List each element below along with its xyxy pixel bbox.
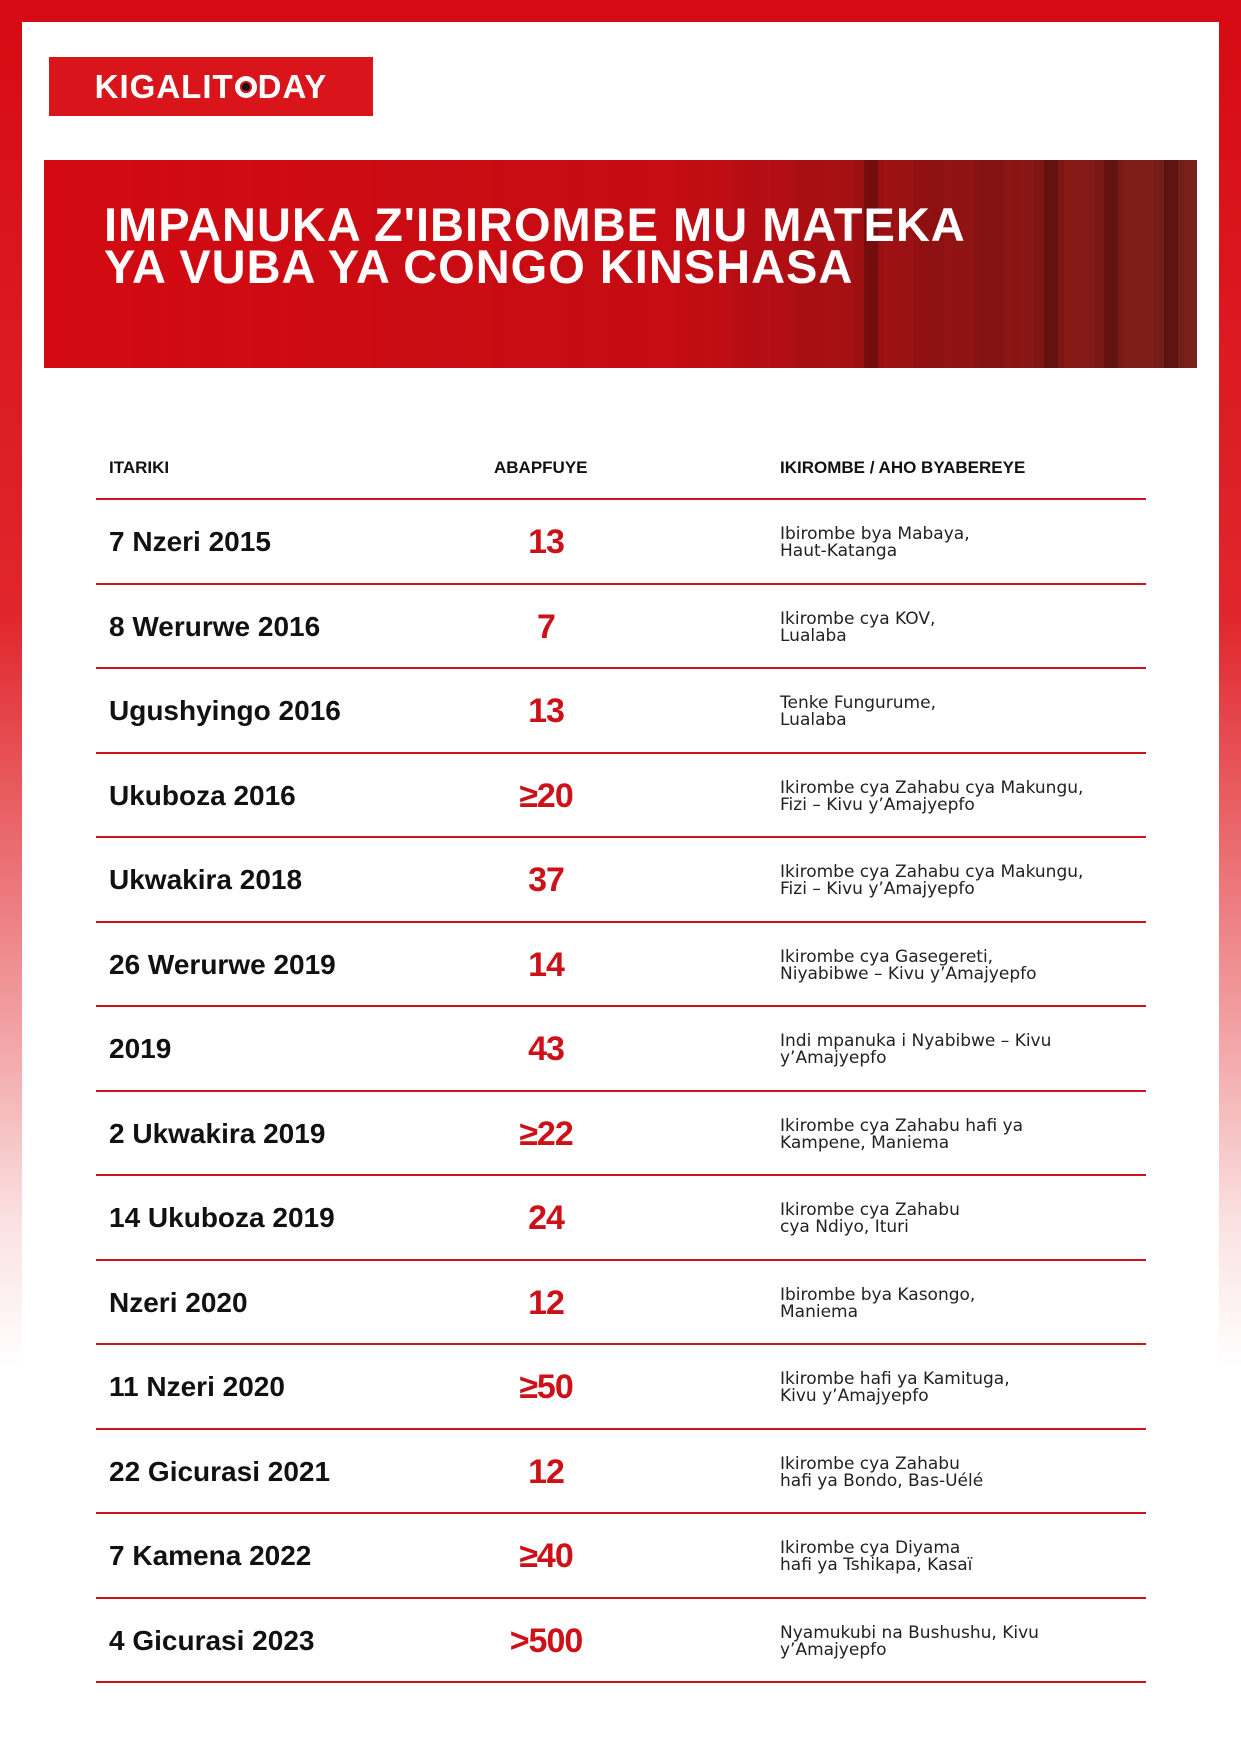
page-title: IMPANUKA Z'IBIROMBE MU MATEKA YA VUBA YA CONGO KINSHASA — [104, 198, 964, 293]
logo-text-end: DAY — [257, 67, 328, 105]
table-row — [96, 669, 1146, 753]
header-place: IKIROMBE / AHO BYABEREYE — [780, 458, 1026, 477]
row-place: Ikirombe cya Zahabu cya Makungu, Fizi – Kivu y’Amajyepfo — [780, 777, 1084, 815]
table-divider — [96, 1681, 1146, 1683]
row-deaths: 14 — [528, 945, 564, 984]
row-place: Ikirombe cya Zahabu hafi ya Bondo, Bas-Uélé — [780, 1453, 984, 1491]
table-row — [96, 1176, 1146, 1260]
row-deaths: 13 — [528, 523, 564, 561]
row-date: 4 Gicurasi 2023 — [109, 1624, 315, 1656]
row-deaths: 13 — [528, 692, 564, 730]
table-header — [96, 458, 1146, 498]
table-row — [96, 923, 1146, 1007]
row-date: 14 Ukuboza 2019 — [109, 1202, 335, 1233]
table-row — [96, 1514, 1146, 1598]
row-deaths: 24 — [528, 1199, 564, 1237]
row-date: 26 Werurwe 2019 — [109, 948, 336, 980]
table-row — [96, 1345, 1146, 1429]
row-date: 2 Ukwakira 2019 — [109, 1117, 326, 1149]
row-date: Ugushyingo 2016 — [109, 695, 341, 726]
row-deaths: ≥40 — [519, 1537, 573, 1575]
row-place: Ikirombe cya Diyama hafi ya Tshikapa, Kasaï — [780, 1538, 973, 1575]
row-place: Ikirombe cya Zahabu hafi ya Kampene, Maniema — [780, 1115, 1024, 1153]
title-banner — [44, 160, 1197, 368]
table-row — [96, 838, 1146, 922]
table-row — [96, 1599, 1146, 1683]
header-date: ITARIKI — [109, 458, 170, 477]
row-place: Ikirombe hafi ya Kamituga, Kivu y’Amajyepfo — [780, 1369, 1010, 1406]
row-date: 11 Nzeri 2020 — [109, 1371, 285, 1402]
row-place: Indi mpanuka i Nyabibwe – Kivu y’Amajyepfo — [780, 1031, 1052, 1068]
row-date: 8 Werurwe 2016 — [109, 610, 321, 642]
kigalitoday-logo — [49, 57, 373, 116]
row-place: Tenke Fungurume, Lualaba — [780, 693, 936, 730]
table-row — [96, 1261, 1146, 1345]
row-deaths: >500 — [509, 1621, 583, 1660]
row-place: Ikirombe cya KOV, Lualaba — [780, 608, 936, 646]
row-place: Ibirombe bya Mabaya, Haut-Katanga — [780, 524, 970, 561]
row-place: Ibirombe bya Kasongo, Maniema — [780, 1284, 976, 1322]
row-place: Nyamukubi na Bushushu, Kivu y’Amajyepfo — [780, 1622, 1039, 1660]
row-date: Nzeri 2020 — [109, 1286, 248, 1318]
row-date: 22 Gicurasi 2021 — [109, 1455, 331, 1487]
row-deaths: 37 — [528, 861, 564, 899]
row-date: 7 Nzeri 2015 — [109, 526, 271, 557]
row-date: Ukuboza 2016 — [109, 779, 296, 811]
row-place: Ikirombe cya Zahabu cya Makungu, Fizi – Kivu y’Amajyepfo — [780, 862, 1084, 899]
row-date: 7 Kamena 2022 — [109, 1540, 312, 1571]
row-date: Ukwakira 2018 — [109, 864, 303, 895]
logo-text-start: KIGALIT — [94, 67, 234, 105]
table-row — [96, 1430, 1146, 1514]
row-deaths: ≥50 — [519, 1368, 573, 1406]
row-place: Ikirombe cya Gasegereti, Niyabibwe – Kivu y’Amajyepfo — [780, 946, 1037, 984]
logo-eye-icon — [235, 76, 257, 98]
row-place: Ikirombe cya Zahabu cya Ndiyo, Ituri — [780, 1200, 960, 1237]
row-deaths: 7 — [537, 607, 555, 646]
row-deaths: ≥20 — [519, 776, 573, 815]
table-row — [96, 500, 1146, 584]
row-deaths: 12 — [528, 1452, 564, 1491]
table-row — [96, 1007, 1146, 1091]
table-row — [96, 585, 1146, 669]
row-date: 2019 — [109, 1033, 172, 1064]
table-row — [96, 754, 1146, 838]
table-row — [96, 1092, 1146, 1176]
header-deaths: ABAPFUYE — [494, 458, 588, 477]
row-deaths: 12 — [528, 1283, 564, 1322]
row-deaths: 43 — [528, 1030, 564, 1068]
row-deaths: ≥22 — [519, 1114, 573, 1153]
